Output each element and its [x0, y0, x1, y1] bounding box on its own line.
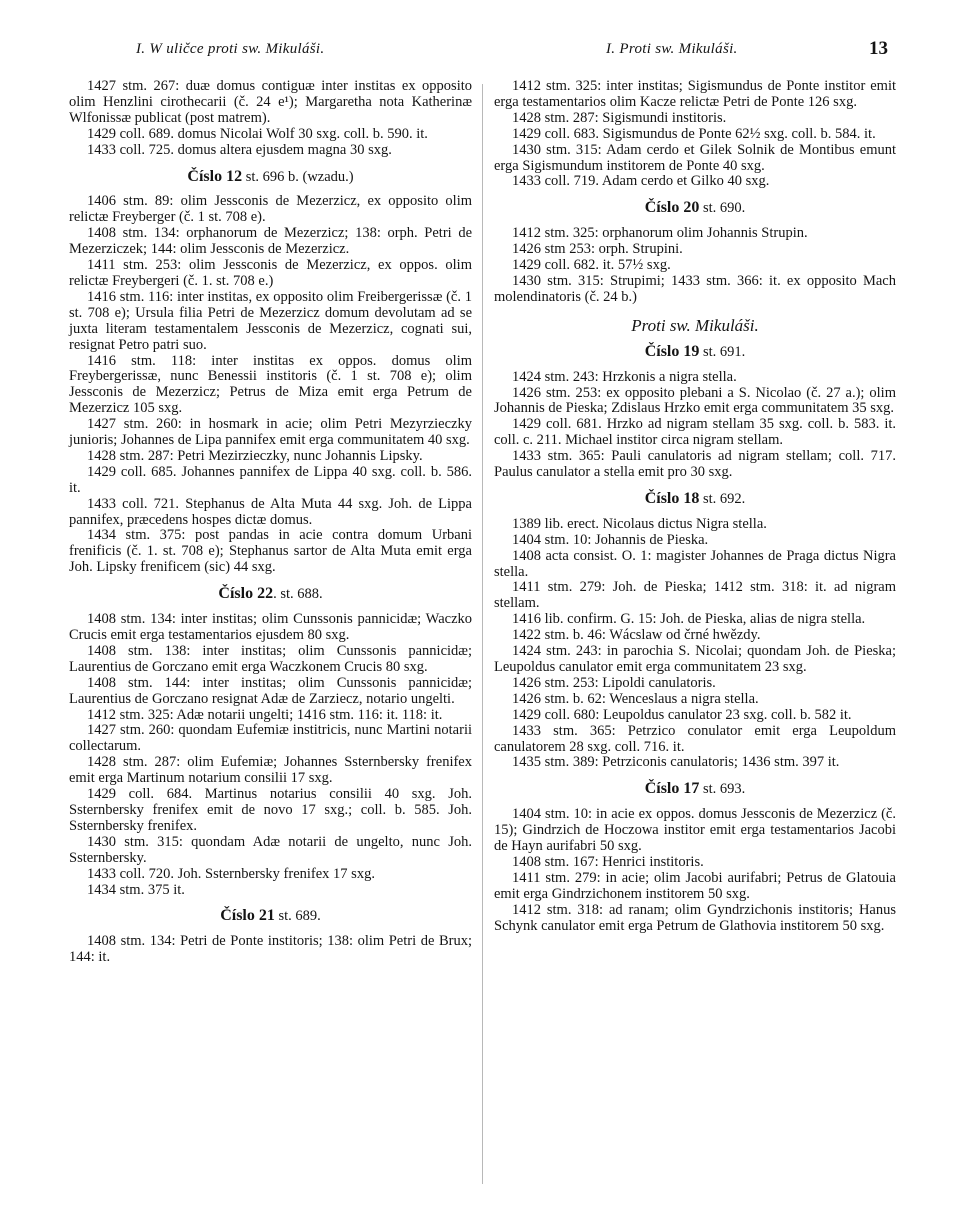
section-reference: . st. 688.: [273, 586, 323, 603]
record-entry: 1404 stm. 10: Johannis de Pieska.: [512, 531, 709, 548]
section-reference: st. 691.: [699, 343, 746, 360]
record-entry: 1427 stm. 260: quondam Eufemiæ institricis, nunc Martini notarii collectarum.: [69, 722, 472, 755]
section-reference: st. 690.: [699, 200, 746, 217]
record-entry: 1430 stm. 315: Adam cerdo et Gilek Solnik de Montibus emunt erga Sigismundum institorem de Ponte 40 sxg.: [494, 141, 896, 174]
section-reference: st. 693.: [699, 781, 746, 798]
record-entry: 1408 stm. 134: Petri de Ponte institoris; 138: olim Petri de Brux; 144: it.: [69, 933, 472, 966]
record-entry: 1433 stm. 365: Pauli canulatoris ad nigram stellam; coll. 717. Paulus canulator a stella emit pro 30 sxg.: [494, 448, 896, 481]
column-divider: [482, 84, 483, 1184]
section-heading: [494, 344, 896, 361]
record-entry: 1433 coll. 721. Stephanus de Alta Muta 44 sxg. Joh. de Lippa pannifex, præcedens hospes dictæ domus.: [69, 495, 472, 528]
record-entry: 1429 coll. 684. Martinus notarius consilii 40 sxg. Joh. Ssternbersky frenifex emit de novo 17 sxg.; coll. b. 585. Joh. Ssternbersky frenifex.: [69, 786, 472, 834]
running-header-left: I. W uličce proti sw. Mikuláši.: [136, 41, 325, 57]
record-entry: 1429 coll. 689. domus Nicolai Wolf 30 sxg. coll. b. 590. it.: [87, 125, 428, 142]
record-entry: 1428 stm. 287: Petri Mezirzieczky, nunc Johannis Lipsky.: [87, 447, 423, 464]
record-entry: 1408 stm. 167: Henrici institoris.: [512, 853, 704, 870]
record-entry: 1389 lib. erect. Nicolaus dictus Nigra stella.: [512, 515, 767, 532]
section-heading: [494, 781, 896, 798]
record-entry: 1430 stm. 315: quondam Adæ notarii de ungelto, nunc Joh. Ssternbersky.: [69, 833, 472, 866]
section-number: Číslo 17: [644, 780, 700, 798]
street-subheading: Proti sw. Mikuláši.: [631, 315, 759, 335]
record-entry: 1428 stm. 287: Sigismundi institoris.: [512, 109, 727, 126]
record-entry: 1408 stm. 144: inter institas; olim Cunssonis pannicidæ; Laurentius de Gorczano resignat Adæ de Zarziecz, notario ungelti.: [69, 674, 472, 707]
section-heading: [69, 586, 472, 603]
section-reference: st. 689.: [274, 908, 321, 925]
section-reference: st. 696 b. (wzadu.): [242, 168, 354, 185]
record-entry: 1416 stm. 118: inter institas ex oppos. domus olim Freybergerissæ, nunc Benessii institoris (č. 1 st. 708 e); olim Jessconis de Mezerzicz; Petrus de Miza emit erga Petrum de Mezerzicz 105 sxg.: [69, 352, 472, 417]
record-entry: 1404 stm. 10: in acie ex oppos. domus Jessconis de Mezerzicz (č. 15); Gindrzich de Hoczowa institor emit erga testamentarios Jacobi de Hayn aurifabri 50 sxg.: [494, 806, 896, 855]
section-number: Číslo 21: [220, 907, 275, 925]
record-entry: 1433 coll. 725. domus altera ejusdem magna 30 sxg.: [87, 141, 392, 158]
record-entry: 1429 coll. 683. Sigismundus de Ponte 62½ sxg. coll. b. 584. it.: [512, 125, 876, 142]
record-entry: 1406 stm. 89: olim Jessconis de Mezerzicz, ex opposito olim relictæ Freyberger (č. 1 st. 708 e).: [69, 193, 472, 226]
section-number: Číslo 22: [218, 585, 274, 603]
right-text-column: [494, 79, 896, 935]
record-entry: 1422 stm. b. 46: Wácslaw od črné hwězdy.: [512, 627, 761, 644]
record-entry: 1426 stm. 253: Lipoldi canulatoris.: [512, 674, 716, 691]
record-entry: 1426 stm. 253: ex opposito plebani a S. Nicolao (č. 27 a.); olim Johannis de Pieska; Zdislaus Hrzko emit erga communitatem 35 sxg.: [494, 384, 896, 417]
record-entry: 1428 stm. 287: olim Eufemiæ; Johannes Ssternbersky frenifex emit erga Martinum notarium consilii 17 sxg.: [69, 754, 472, 787]
record-entry: 1430 stm. 315: Strupimi; 1433 stm. 366: it. ex opposito Mach molendinatoris (č. 24 b.): [494, 272, 896, 305]
record-entry: 1412 stm. 318: ad ranam; olim Gyndrzichonis institoris; Hanus Schynk canulator emit erga Petrum de Glathovia institorem 50 sxg.: [494, 901, 896, 934]
record-entry: 1433 coll. 719. Adam cerdo et Gilko 40 sxg.: [512, 173, 770, 190]
section-number: Číslo 12: [187, 167, 243, 185]
record-entry: 1429 coll. 681. Hrzko ad nigram stellam 35 sxg. coll. b. 583. it. coll. c. 211. Michael institor circa nigram stellam.: [494, 416, 896, 449]
record-entry: 1411 stm. 253: olim Jessconis de Mezerzicz, ex oppos. olim relictæ Freybergeri (č. 1. st. 708 e.): [69, 257, 472, 289]
record-entry: 1408 stm. 134: orphanorum de Mezerzicz; 138: orph. Petri de Mezerziczek; 144: olim Jessconis de Mezerzicz.: [69, 225, 472, 258]
record-entry: 1427 stm. 260: in hosmark in acie; olim Petri Mezyrzieczky junioris; Johannes de Lipa pannifex emit erga communitatem 40 sxg.: [69, 416, 472, 449]
record-entry: 1411 stm. 279: in acie; olim Jacobi aurifabri; Petrus de Glatouia emit erga Gindrzichonem institorem 50 sxg.: [494, 869, 896, 902]
record-entry: 1408 stm. 138: inter institas; olim Cunssonis pannicidæ; Laurentius de Gorczano emit erga Waczkonem Crucis 80 sxg.: [69, 642, 472, 675]
record-entry: 1412 stm. 325: Adæ notarii ungelti; 1416 stm. 116: it. 118: it.: [87, 706, 443, 723]
record-entry: 1412 stm. 325: inter institas; Sigismundus de Ponte institor emit erga testamentarios olim Kacze relictæ Petri de Ponte 126 sxg.: [494, 78, 896, 110]
running-header-right: I. Proti sw. Mikuláši.: [606, 41, 738, 57]
section-heading: [494, 491, 896, 508]
record-entry: 1408 acta consist. O. 1: magister Johannes de Praga dictus Nigra stella.: [494, 547, 896, 580]
record-entry: 1433 coll. 720. Joh. Ssternbersky frenifex 17 sxg.: [87, 865, 375, 882]
page-number: 13: [869, 38, 888, 59]
record-entry: 1424 stm. 243: Hrzkonis a nigra stella.: [512, 368, 737, 385]
record-entry: 1429 coll. 680: Leupoldus canulator 23 sxg. coll. b. 582 it.: [512, 706, 852, 723]
record-entry: 1412 stm. 325: orphanorum olim Johannis Strupin.: [512, 225, 808, 242]
section-heading: [69, 169, 472, 186]
record-entry: 1433 stm. 365: Petrzico conulator emit erga Leupoldum canulatorem 28 sxg. coll. 716. it.: [494, 722, 896, 755]
section-heading: [494, 200, 896, 217]
section-number: Číslo 18: [644, 489, 700, 507]
record-entry: 1429 coll. 682. it. 57½ sxg.: [512, 257, 671, 274]
section-number: Číslo 19: [644, 342, 700, 360]
left-text-column: [69, 79, 472, 966]
record-entry: 1426 stm. b. 62: Wenceslaus a nigra stella.: [512, 690, 759, 707]
record-entry: 1435 stm. 389: Petrziconis canulatoris; 1436 stm. 397 it.: [512, 754, 840, 771]
record-entry: 1434 stm. 375 it.: [87, 881, 185, 898]
record-entry: 1411 stm. 279: Joh. de Pieska; 1412 stm. 318: it. ad nigram stellam.: [494, 579, 896, 612]
record-entry: 1408 stm. 134: inter institas; olim Cunssonis pannicidæ; Waczko Crucis emit erga testamentarios ejusdem 80 sxg.: [69, 611, 472, 643]
section-number: Číslo 20: [644, 199, 700, 217]
record-entry: 1426 stm 253: orph. Strupini.: [512, 241, 683, 258]
record-entry: 1424 stm. 243: in parochia S. Nicolai; quondam Joh. de Pieska; Leupoldus canulator emit erga communitatem 23 sxg.: [494, 643, 896, 675]
record-entry: 1427 stm. 267: duæ domus contiguæ inter institas ex opposito olim Henzlini cirothecarii (č. 24 e¹); Margaretha nota Katherinæ Wlfonissæ publicat (post matrem).: [69, 78, 472, 126]
record-entry: 1416 stm. 116: inter institas, ex opposito olim Freibergerissæ (č. 1 st. 708 e); Ursula filia Petri de Mezerzicz domum devolutam ad se juxta literam testamentalem Jessconis de Mezerzicz, cognati sui, resignat Petro patri suo.: [69, 288, 472, 353]
record-entry: 1434 stm. 375: post pandas in acie contra domum Urbani frenificis (č. 1. st. 708 e); Stephanus sartor de Alta Muta emit erga Joh. Lipsky frenificem (sic) 44 sxg.: [69, 527, 472, 576]
section-heading: [69, 908, 472, 925]
section-reference: st. 692.: [699, 490, 746, 507]
record-entry: 1416 lib. confirm. G. 15: Joh. de Pieska, alias de nigra stella.: [512, 611, 866, 628]
record-entry: 1429 coll. 685. Johannes pannifex de Lippa 40 sxg. coll. b. 586. it.: [69, 463, 472, 496]
